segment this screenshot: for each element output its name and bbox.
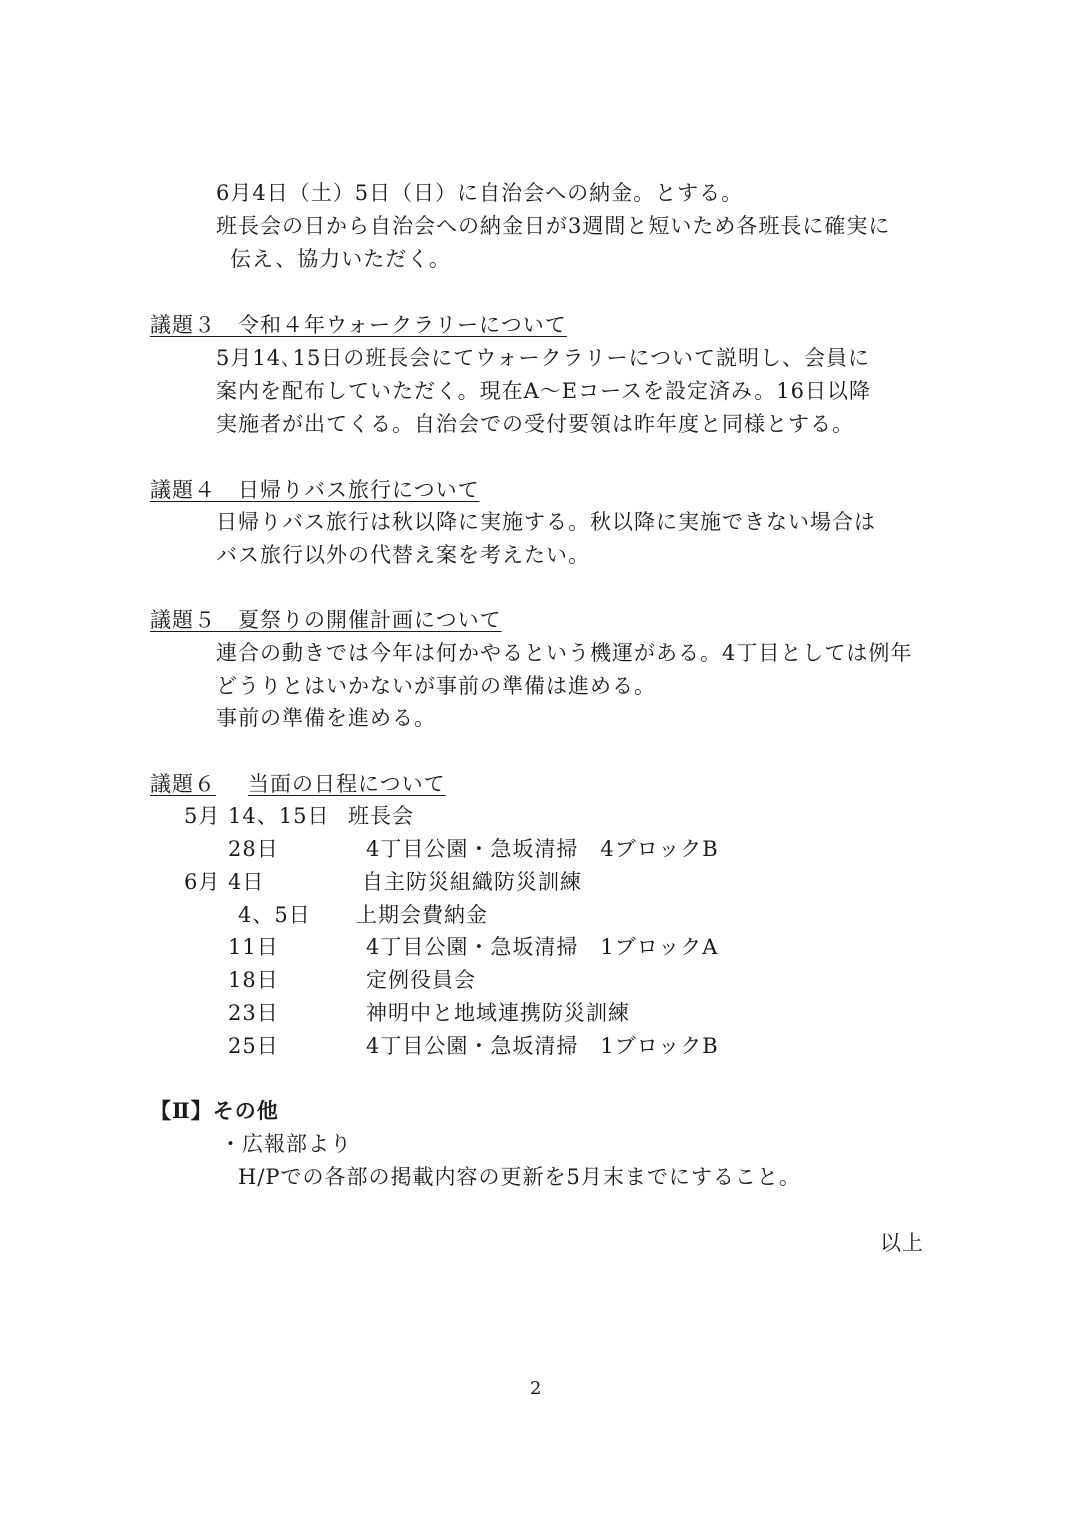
- page-number: 2: [530, 1378, 542, 1399]
- agenda-5-line-3: 事前の準備を進める。: [216, 706, 436, 730]
- agenda-4-line-2: バス旅行以外の代替え案を考えたい。: [216, 543, 590, 567]
- agenda-3-heading: 議題３ 令和４年ウォークラリーについて: [150, 313, 567, 337]
- schedule-event-8: 4丁目公園・急坂清掃 1ブロックB: [366, 1034, 719, 1058]
- other-bullet: ・広報部より: [220, 1132, 352, 1156]
- schedule-event-6: 定例役員会: [366, 968, 476, 992]
- schedule-event-3: 自主防災組織防災訓練: [362, 870, 582, 894]
- schedule-date-7: 23日: [228, 1001, 279, 1025]
- other-text: H/Pでの各部の掲載内容の更新を5月末までにすること。: [238, 1165, 801, 1189]
- schedule-date-2: 28日: [228, 837, 279, 861]
- agenda-5-line-2: どうりとはいかないが事前の準備は進める。: [216, 674, 656, 698]
- schedule-event-2: 4丁目公園・急坂清掃 4ブロックB: [366, 837, 719, 861]
- agenda-3-line-3: 実施者が出てくる。自治会での受付要領は昨年度と同様とする。: [216, 412, 854, 436]
- schedule-event-1: 班長会: [348, 804, 414, 828]
- schedule-date-4: 4、5日: [238, 903, 311, 927]
- agenda-4-heading: 議題４ 日帰りバス旅行について: [150, 478, 480, 502]
- agenda-6-heading-title: 当面の日程について: [248, 772, 446, 796]
- agenda-3-line-2: 案内を配布していただく。現在A～Eコースを設定済み。16日以降: [216, 379, 872, 403]
- other-heading: 【Ⅱ】その他: [150, 1098, 279, 1123]
- agenda-5-heading: 議題５ 夏祭りの開催計画について: [150, 608, 502, 632]
- schedule-event-5: 4丁目公園・急坂清掃 1ブロックA: [366, 935, 719, 959]
- intro-line-2: 班長会の日から自治会への納金日が3週間と短いため各班長に確実に: [216, 214, 891, 238]
- intro-line-1: 6月4日（土）5日（日）に自治会への納金。とする。: [216, 181, 744, 205]
- schedule-date-3: 6月 4日: [184, 870, 265, 894]
- agenda-4-line-1: 日帰りバス旅行は秋以降に実施する。秋以降に実施できない場合は: [216, 510, 876, 534]
- agenda-5-line-1: 連合の動きでは今年は何かやるという機運がある。4丁目としては例年: [216, 641, 913, 665]
- closing-text: 以上: [880, 1231, 924, 1255]
- schedule-event-7: 神明中と地域連携防災訓練: [366, 1001, 630, 1025]
- schedule-date-5: 11日: [228, 935, 279, 959]
- agenda-6-heading-label: 議題６: [150, 772, 216, 796]
- agenda-3-line-1: 5月14､15日の班長会にてウォークラリーについて説明し、会員に: [216, 346, 871, 370]
- schedule-date-6: 18日: [228, 968, 279, 992]
- intro-line-3: 伝え、協力いただく。: [230, 247, 451, 271]
- schedule-date-8: 25日: [228, 1034, 279, 1058]
- schedule-date-1: 5月 14、15日: [184, 804, 330, 828]
- schedule-event-4: 上期会費納金: [356, 903, 488, 927]
